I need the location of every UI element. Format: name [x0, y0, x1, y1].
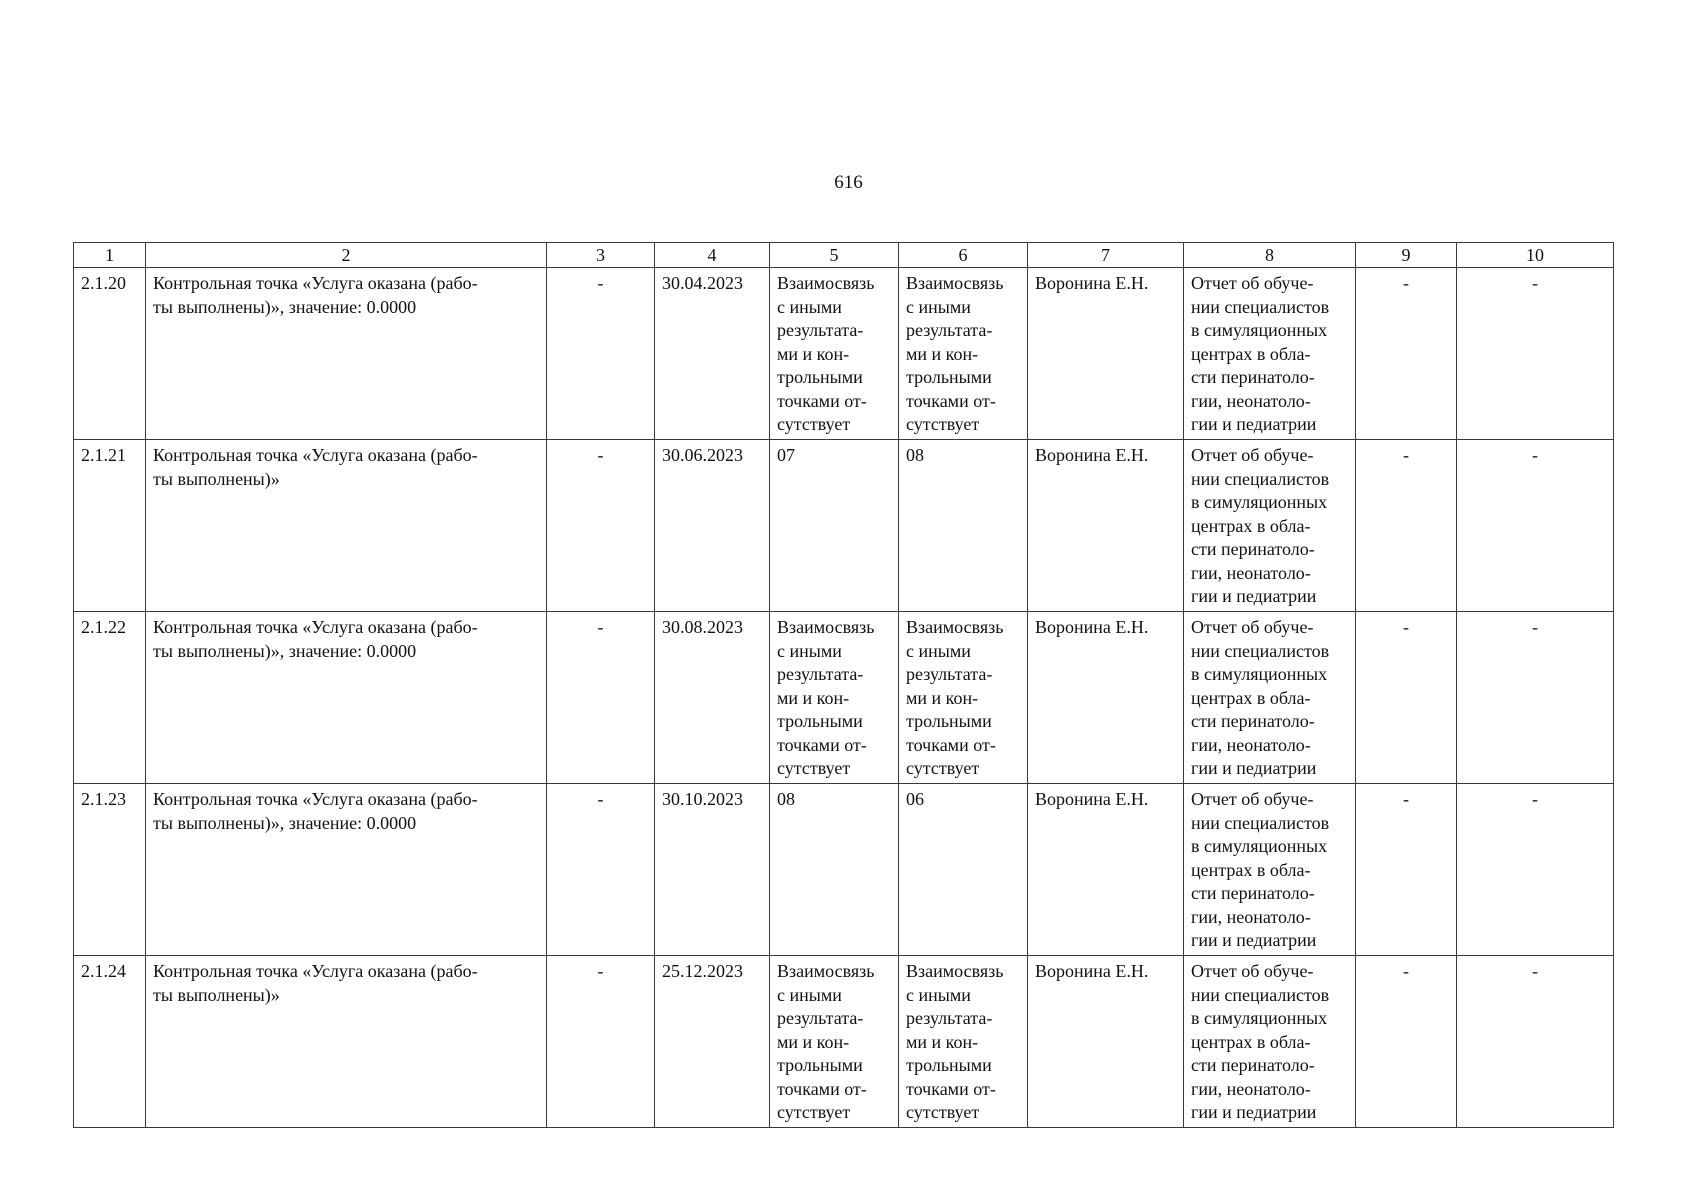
row-number-cell: 2.1.22 — [74, 612, 146, 784]
cell-line: Контрольная точка «Услуга оказана (рабо- — [153, 961, 478, 981]
row-number-cell: 2.1.24 — [74, 956, 146, 1128]
cell-line: нии специалистов — [1191, 468, 1330, 489]
row-number-cell: 2.1.23 — [74, 784, 146, 956]
responsible-cell: Воронина Е.Н. — [1028, 784, 1184, 956]
cell-line: 06 — [906, 789, 924, 809]
cell-line: сутствует — [777, 1102, 851, 1122]
description-cell — [146, 440, 547, 612]
cell-line: точками от- — [906, 390, 996, 411]
cell-line: в симуляционных — [1191, 320, 1328, 340]
col5-cell — [770, 440, 899, 612]
col6-cell — [899, 268, 1028, 440]
description-cell — [146, 612, 547, 784]
col10-cell: - — [1457, 268, 1614, 440]
col10-cell: - — [1457, 956, 1614, 1128]
column-header: 3 — [547, 243, 655, 268]
col3-cell: - — [547, 784, 655, 956]
cell-line: гии, неонатоло- — [1191, 562, 1311, 583]
cell-line: Контрольная точка «Услуга оказана (рабо- — [153, 445, 478, 465]
responsible-cell: Воронина Е.Н. — [1028, 612, 1184, 784]
table-header-row — [74, 243, 1614, 268]
cell-line: результата- — [906, 664, 993, 684]
cell-line: Отчет об обуче- — [1191, 273, 1314, 293]
cell-line: сти перинатоло- — [1191, 367, 1315, 387]
cell-line: гии, неонатоло- — [1191, 906, 1311, 927]
column-header: 6 — [899, 243, 1028, 268]
col6-cell — [899, 956, 1028, 1128]
cell-line: Взаимосвязь — [777, 617, 875, 637]
cell-line: ми и кон- — [906, 343, 979, 364]
cell-line: точками от- — [906, 1078, 996, 1099]
cell-line: ми и кон- — [906, 1031, 979, 1052]
cell-line: 08 — [906, 445, 924, 465]
col3-cell: - — [547, 956, 655, 1128]
cell-line: Взаимосвязь — [777, 273, 875, 293]
date-cell: 30.04.2023 — [655, 268, 770, 440]
cell-line: центрах в обла- — [1191, 687, 1311, 708]
description-cell — [146, 784, 547, 956]
cell-line: нии специалистов — [1191, 984, 1330, 1005]
responsible-cell: Воронина Е.Н. — [1028, 956, 1184, 1128]
cell-line: с иными — [906, 296, 971, 317]
cell-line: трольными — [906, 367, 992, 387]
col5-cell — [770, 784, 899, 956]
cell-line: ми и кон- — [777, 687, 850, 708]
cell-line: результата- — [906, 1008, 993, 1028]
col5-cell — [770, 612, 899, 784]
cell-line: в симуляционных — [1191, 664, 1328, 684]
table-row — [74, 612, 1614, 784]
cell-line: Взаимосвязь — [777, 961, 875, 981]
cell-line: гии и педиатрии — [1191, 414, 1317, 434]
column-header: 9 — [1356, 243, 1457, 268]
cell-line: с иными — [777, 296, 842, 317]
description-cell — [146, 268, 547, 440]
column-header: 10 — [1457, 243, 1614, 268]
column-header: 4 — [655, 243, 770, 268]
cell-line: трольными — [777, 1055, 863, 1075]
cell-line: точками от- — [777, 1078, 867, 1099]
cell-line: трольными — [777, 367, 863, 387]
cell-line: трольными — [906, 1055, 992, 1075]
cell-line: Взаимосвязь — [906, 961, 1004, 981]
cell-line: сти перинатоло- — [1191, 711, 1315, 731]
col6-cell — [899, 440, 1028, 612]
cell-line: ты выполнены)», значение: 0.0000 — [153, 812, 417, 833]
cell-line: гии и педиатрии — [1191, 758, 1317, 778]
col3-cell: - — [547, 440, 655, 612]
table-row — [74, 956, 1614, 1128]
cell-line: сутствует — [906, 1102, 980, 1122]
cell-line: сти перинатоло- — [1191, 883, 1315, 903]
row-number-cell: 2.1.21 — [74, 440, 146, 612]
cell-line: Контрольная точка «Услуга оказана (рабо- — [153, 617, 478, 637]
cell-line: сутствует — [906, 758, 980, 778]
table-row — [74, 440, 1614, 612]
cell-line: ты выполнены)» — [153, 468, 280, 489]
cell-line: Отчет об обуче- — [1191, 445, 1314, 465]
cell-line: трольными — [906, 711, 992, 731]
cell-line: гии и педиатрии — [1191, 930, 1317, 950]
cell-line: центрах в обла- — [1191, 515, 1311, 536]
cell-line: гии, неонатоло- — [1191, 734, 1311, 755]
cell-line: результата- — [777, 664, 864, 684]
cell-line: в симуляционных — [1191, 492, 1328, 512]
col6-cell — [899, 612, 1028, 784]
report-cell — [1184, 440, 1356, 612]
cell-line: центрах в обла- — [1191, 343, 1311, 364]
cell-line: ми и кон- — [906, 687, 979, 708]
report-cell — [1184, 784, 1356, 956]
description-cell — [146, 956, 547, 1128]
report-cell — [1184, 268, 1356, 440]
table-body — [74, 268, 1614, 1128]
col3-cell: - — [547, 268, 655, 440]
cell-line: трольными — [777, 711, 863, 731]
cell-line: Отчет об обуче- — [1191, 789, 1314, 809]
table-row — [74, 784, 1614, 956]
cell-line: 07 — [777, 445, 795, 465]
cell-line: точками от- — [777, 734, 867, 755]
report-cell — [1184, 956, 1356, 1128]
cell-line: ми и кон- — [777, 343, 850, 364]
row-number-cell: 2.1.20 — [74, 268, 146, 440]
col5-cell — [770, 268, 899, 440]
cell-line: Контрольная точка «Услуга оказана (рабо- — [153, 273, 478, 293]
col10-cell: - — [1457, 612, 1614, 784]
cell-line: с иными — [906, 640, 971, 661]
date-cell: 25.12.2023 — [655, 956, 770, 1128]
responsible-cell: Воронина Е.Н. — [1028, 440, 1184, 612]
column-header: 8 — [1184, 243, 1356, 268]
cell-line: в симуляционных — [1191, 1008, 1328, 1028]
responsible-cell: Воронина Е.Н. — [1028, 268, 1184, 440]
col3-cell: - — [547, 612, 655, 784]
cell-line: с иными — [777, 984, 842, 1005]
cell-line: гии и педиатрии — [1191, 586, 1317, 606]
cell-line: ты выполнены)», значение: 0.0000 — [153, 296, 417, 317]
cell-line: гии, неонатоло- — [1191, 1078, 1311, 1099]
cell-line: центрах в обла- — [1191, 1031, 1311, 1052]
report-cell — [1184, 612, 1356, 784]
cell-line: точками от- — [906, 734, 996, 755]
cell-line: сти перинатоло- — [1191, 539, 1315, 559]
col9-cell: - — [1356, 612, 1457, 784]
cell-line: сутствует — [906, 414, 980, 434]
col10-cell: - — [1457, 784, 1614, 956]
cell-line: Контрольная точка «Услуга оказана (рабо- — [153, 789, 478, 809]
date-cell: 30.08.2023 — [655, 612, 770, 784]
cell-line: Отчет об обуче- — [1191, 961, 1314, 981]
control-points-table — [73, 242, 1614, 1128]
col10-cell: - — [1457, 440, 1614, 612]
cell-line: сутствует — [777, 758, 851, 778]
cell-line: с иными — [906, 984, 971, 1005]
cell-line: ты выполнены)», значение: 0.0000 — [153, 640, 417, 661]
column-header: 1 — [74, 243, 146, 268]
cell-line: сутствует — [777, 414, 851, 434]
cell-line: 08 — [777, 789, 795, 809]
cell-line: нии специалистов — [1191, 296, 1330, 317]
cell-line: ты выполнены)» — [153, 984, 280, 1005]
cell-line: результата- — [906, 320, 993, 340]
cell-line: в симуляционных — [1191, 836, 1328, 856]
cell-line: нии специалистов — [1191, 640, 1330, 661]
col9-cell: - — [1356, 784, 1457, 956]
column-header: 7 — [1028, 243, 1184, 268]
cell-line: ми и кон- — [777, 1031, 850, 1052]
column-header: 2 — [146, 243, 547, 268]
cell-line: с иными — [777, 640, 842, 661]
col9-cell: - — [1356, 956, 1457, 1128]
cell-line: результата- — [777, 320, 864, 340]
cell-line: результата- — [777, 1008, 864, 1028]
col6-cell — [899, 784, 1028, 956]
page-number: 616 — [834, 172, 863, 193]
cell-line: центрах в обла- — [1191, 859, 1311, 880]
cell-line: гии и педиатрии — [1191, 1102, 1317, 1122]
cell-line: гии, неонатоло- — [1191, 390, 1311, 411]
col9-cell: - — [1356, 268, 1457, 440]
column-header: 5 — [770, 243, 899, 268]
cell-line: сти перинатоло- — [1191, 1055, 1315, 1075]
date-cell: 30.10.2023 — [655, 784, 770, 956]
col9-cell: - — [1356, 440, 1457, 612]
date-cell: 30.06.2023 — [655, 440, 770, 612]
cell-line: Отчет об обуче- — [1191, 617, 1314, 637]
cell-line: Взаимосвязь — [906, 273, 1004, 293]
cell-line: нии специалистов — [1191, 812, 1330, 833]
table-row — [74, 268, 1614, 440]
cell-line: точками от- — [777, 390, 867, 411]
col5-cell — [770, 956, 899, 1128]
cell-line: Взаимосвязь — [906, 617, 1004, 637]
